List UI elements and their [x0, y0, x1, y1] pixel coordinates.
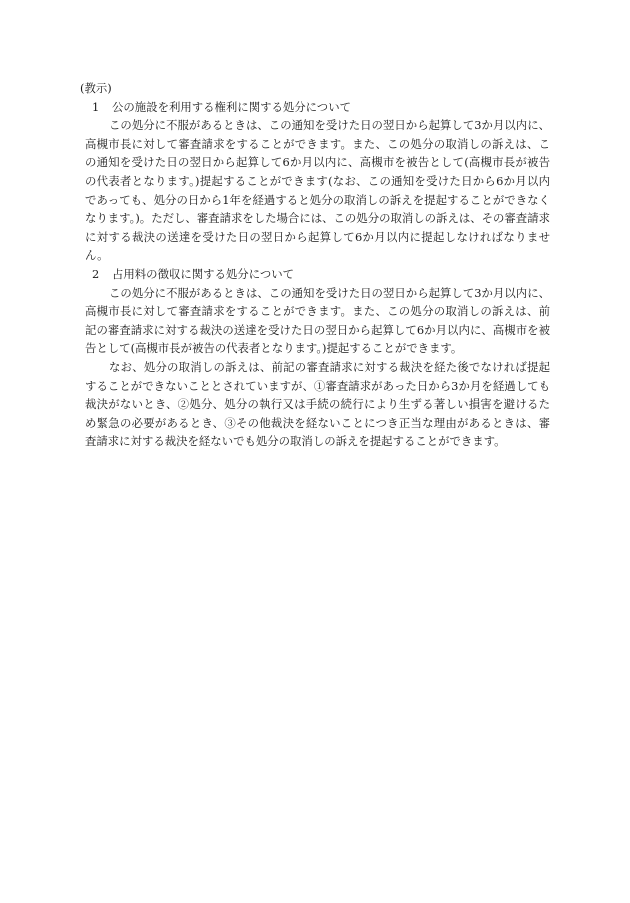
section-1-paragraph-1: この処分に不服があるときは、この通知を受けた日の翌日から起算して3か月以内に、高槻市長に対して審査請求をすることができます。また、この処分の取消しの訴えは、この通知を受けた日の翌日から起算して6か月以内に、高槻市を被告として(高槻市長が被告の代表者となります。)提起することができます(なお、この通知を受けた日から6か月以内であっても、処分の日から1年を経過すると処分の取消しの訴えを提起することができなくなります。)。ただし、審査請求をした場合には、この処分の取消しの訴えは、その審査請求に対する裁決の送達を受けた日の翌日から起算して6か月以内に提起しなければなりません。: [85, 118, 550, 263]
section-1-number: 1: [92, 99, 100, 114]
section-1-title-line: [80, 98, 550, 117]
section-2-paragraph-2: なお、処分の取消しの訴えは、前記の審査請求に対する裁決を経た後でなければ提起することができないこととされていますが、①審査請求があった日から3か月を経過しても裁決がないとき、②処分、処分の執行又は手続の続行により生ずる著しい損害を避けるため緊急の必要があるとき、③その他裁決を経ないことにつき正当な理由があるときは、審査請求に対する裁決を経ないでも処分の取消しの訴えを提起することができます。: [85, 359, 550, 449]
section-2-paragraph-1: この処分に不服があるときは、この通知を受けた日の翌日から起算して3か月以内に、高槻市長に対して審査請求をすることができます。また、この処分の取消しの訴えは、前記の審査請求に対する裁決の送達を受けた日の翌日から起算して6か月以内に、高槻市を被告として(高槻市長が被告の代表者となります。)提起することができます。: [85, 285, 550, 356]
notice-heading: (教示): [80, 81, 112, 95]
notice-body: [80, 79, 550, 451]
section-2-title: 占用料の徴収に関する処分について: [112, 266, 295, 281]
section-1: [80, 98, 550, 265]
section-2: [80, 265, 550, 451]
section-1-title: 公の施設を利用する権利に関する処分について: [112, 99, 351, 114]
section-2-title-line: [80, 265, 550, 284]
section-2-number: 2: [92, 266, 100, 281]
